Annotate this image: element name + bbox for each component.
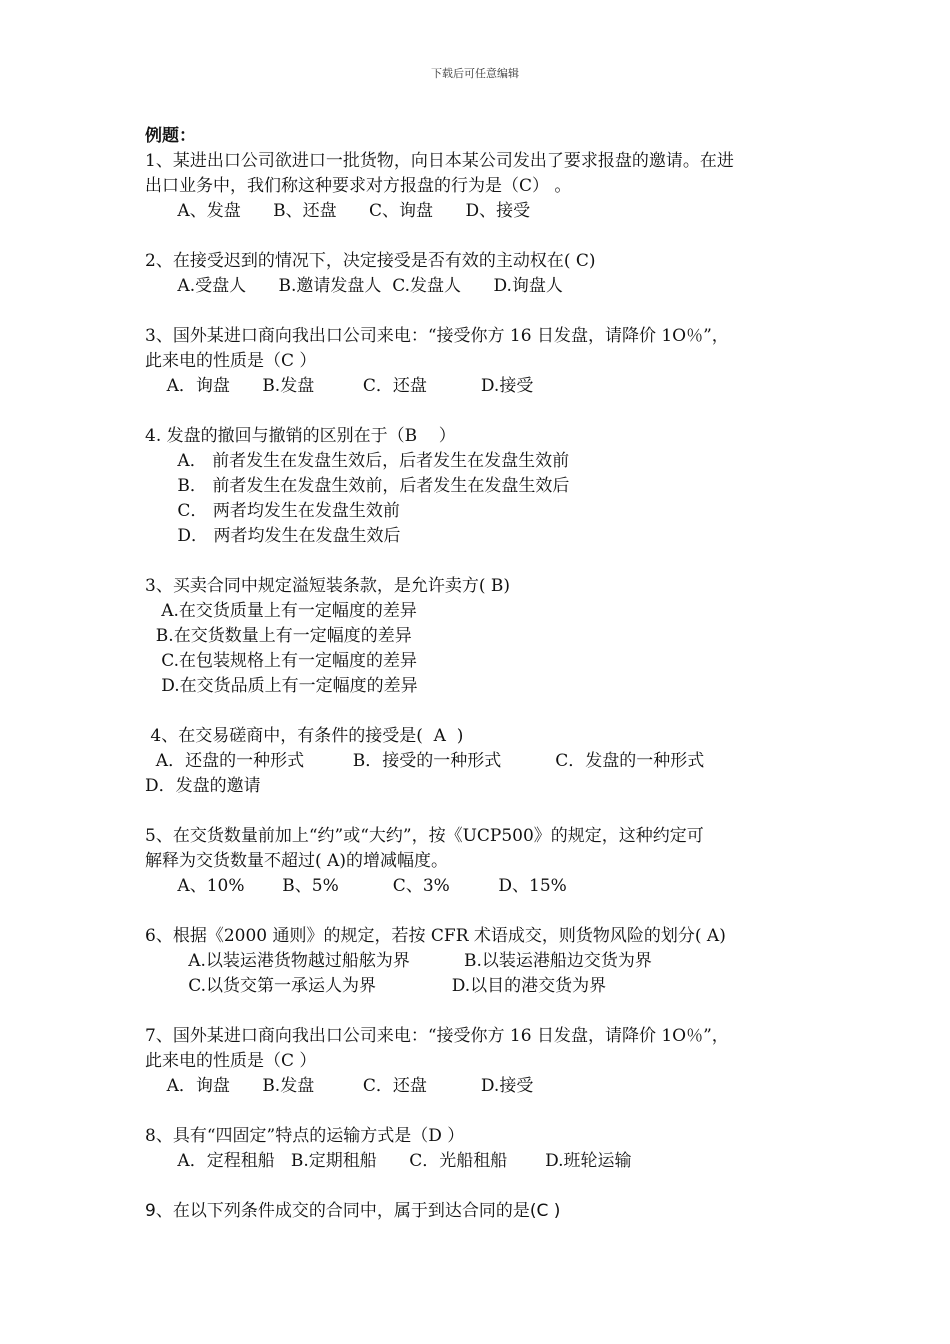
answer-options-row: A．询盘 B.发盘 C．还盘 D.接受 [145,376,534,396]
question-text-line: 2、在接受迟到的情况下，决定接受是否有效的主动权在( C) [145,251,596,271]
question-block [145,249,825,299]
answer-options-row: A、发盘 B、还盘 C、询盘 D、接受 [145,201,531,221]
answer-options-row: B.在交货数量上有一定幅度的差异 [145,626,412,646]
question-text-line: 此来电的性质是（C ） [145,351,317,371]
question-text-line: 6、根据《2000 通则》的规定，若按 CFR 术语成交，则货物风险的划分( A) [145,926,726,946]
question-9-answer: (C ) [529,1201,561,1221]
question-9 [145,1199,825,1224]
question-9-number: 9 [145,1201,156,1221]
question-text-line: 3、国外某进口商向我出口公司来电：“接受你方 16 日发盘，请降价 1O％”， [145,326,729,346]
question-block [145,724,825,799]
page-header: 下载后可任意编辑 [431,67,519,80]
question-text-line: 3、买卖合同中规定溢短装条款，是允许卖方( B) [145,576,510,596]
answer-options-row: D．发盘的邀请 [145,776,261,796]
answer-options-row: C． 两者均发生在发盘生效前 [145,501,400,521]
answer-options-row: A、10% B、5% C、3% D、15% [145,876,567,896]
question-text-line: 5、在交货数量前加上“约”或“大约”，按《UCP500》的规定，这种约定可 [145,826,704,846]
answer-options-row: C.以货交第一承运人为界 D.以目的港交货为界 [145,976,607,996]
question-text-line: 出口业务中，我们称这种要求对方报盘的行为是（C） 。 [145,176,572,196]
answer-options-row: A．还盘的一种形式 B．接受的一种形式 C．发盘的一种形式 [145,751,705,771]
question-block [145,924,825,999]
question-text-line: 解释为交货数量不超过( A)的增减幅度。 [145,851,448,871]
question-block [145,824,825,899]
answer-options-row: A.在交货质量上有一定幅度的差异 [145,601,417,621]
answer-options-row: A．询盘 B.发盘 C．还盘 D.接受 [145,1076,534,1096]
answer-options-row: D.在交货品质上有一定幅度的差异 [145,676,418,696]
question-text-line: 4. 发盘的撤回与撤销的区别在于（B ） [145,426,456,446]
answer-options-row: A.以装运港货物越过船舷为界 B.以装运港船边交货为界 [145,951,652,971]
answer-options-row: A．定程租船 B.定期租船 C．光船租船 D.班轮运输 [145,1151,632,1171]
answer-options-row: A． 前者发生在发盘生效后，后者发生在发盘生效前 [145,451,570,471]
question-block [145,324,825,399]
answer-options-row: B． 前者发生在发盘生效前，后者发生在发盘生效后 [145,476,570,496]
section-title: 例题： [145,126,196,146]
answer-options-row: C.在包装规格上有一定幅度的差异 [145,651,418,671]
answer-options-row: A.受盘人 B.邀请发盘人 C.发盘人 D.询盘人 [145,276,563,296]
question-text-line: 8、具有“四固定”特点的运输方式是（D ） [145,1126,465,1146]
document-body [145,124,825,1224]
question-block [145,1024,825,1099]
answer-options-row: D． 两者均发生在发盘生效后 [145,526,401,546]
question-block [145,149,825,224]
question-block [145,1124,825,1174]
question-text-line: 此来电的性质是（C ） [145,1051,317,1071]
question-text-line: 1、某进出口公司欲进口一批货物，向日本某公司发出了要求报盘的邀请。在进 [145,151,734,171]
question-text-line: 7、国外某进口商向我出口公司来电：“接受你方 16 日发盘，请降价 1O％”， [145,1026,729,1046]
question-9-text: 、在以下列条件成交的合同中，属于到达合同的是 [155,1201,530,1221]
question-list [145,149,825,1174]
question-text-line: 4、在交易磋商中，有条件的接受是( A ) [145,726,464,746]
question-block [145,574,825,699]
question-block [145,424,825,549]
